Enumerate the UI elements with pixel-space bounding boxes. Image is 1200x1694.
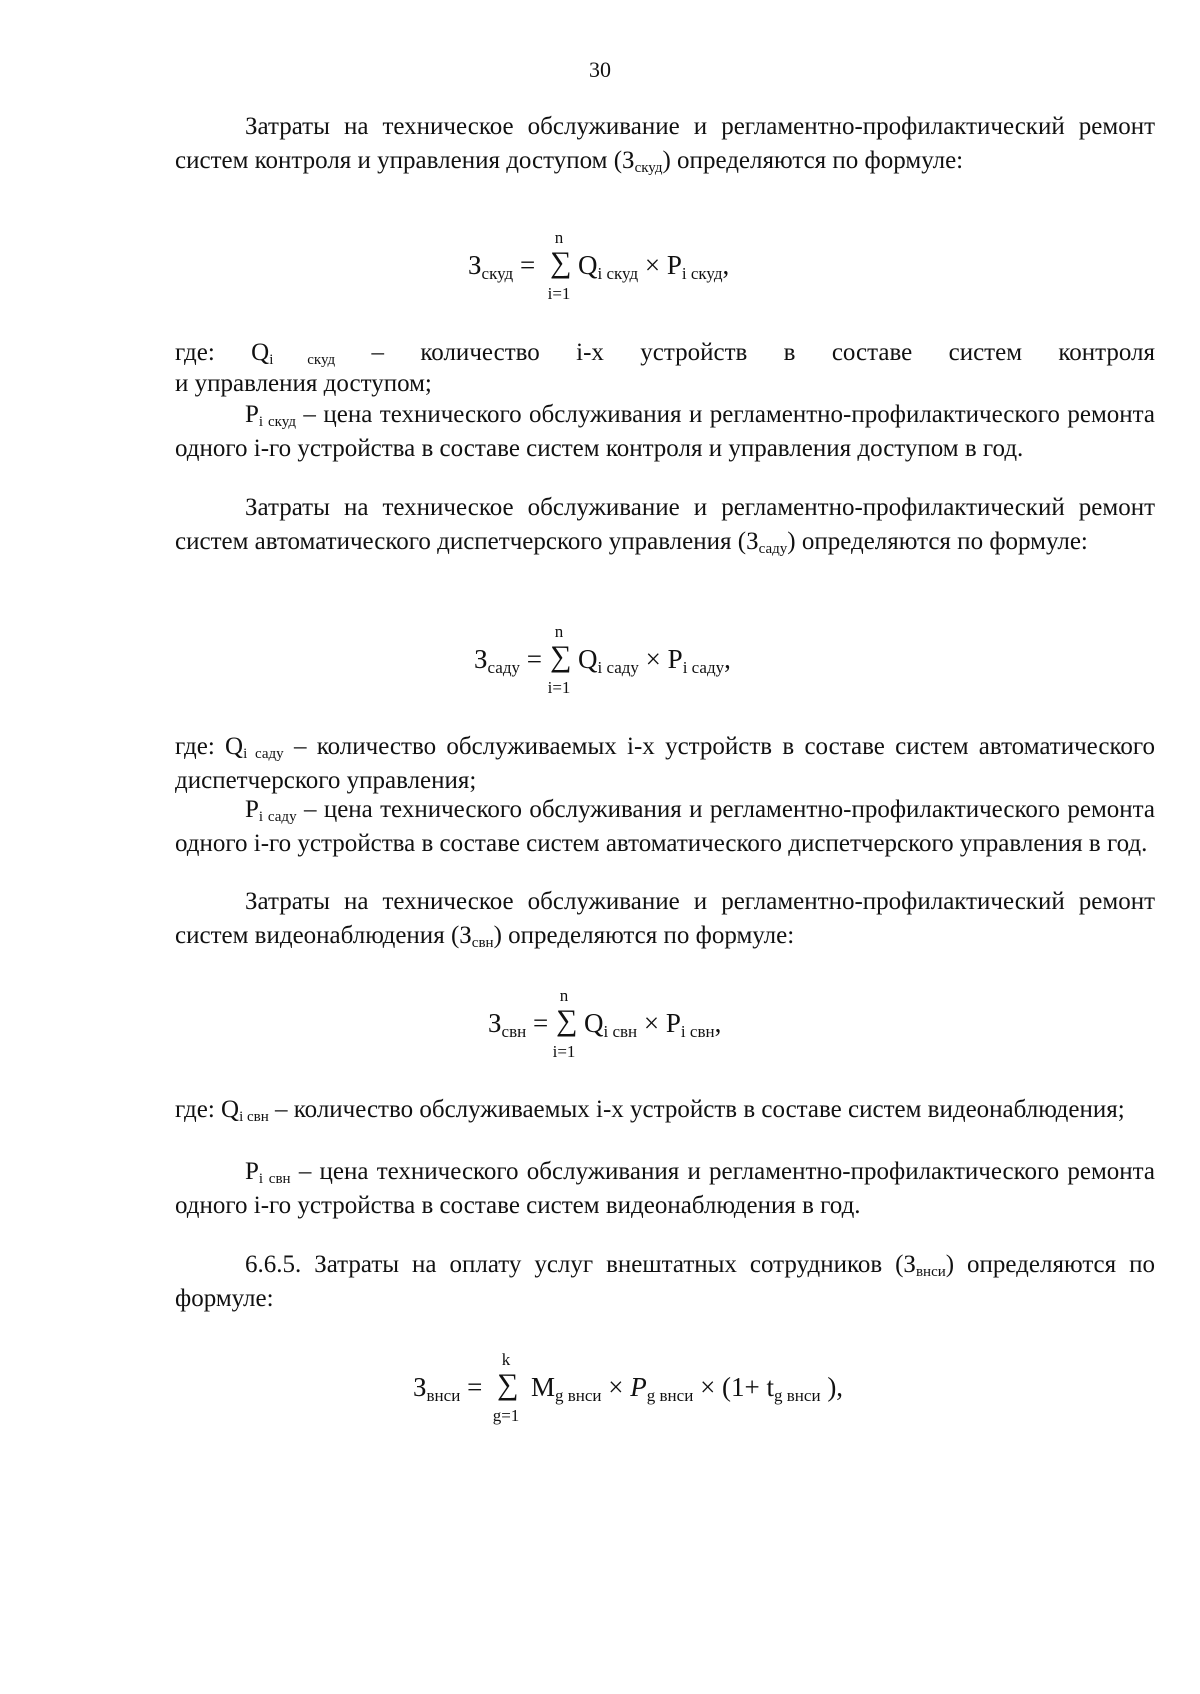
where-svn-q: где: $Q_{i свн}$ – количество обслуживаемых i-х устройств в составе систем видеонаблюдения; (175, 1096, 1125, 1125)
where-sadu-q: где: $Q_{i саду}$ – количество обслуживаемых i-х устройств в составе систем автоматического диспетчерского управления; (175, 733, 1156, 794)
formula-vnsi: $З_{внси}$ = k ∑ g=1 $M_{g внси} \times P_{g внси} \times (1+ t_{g внси}$ ), (413, 1350, 844, 1425)
where-svn-p: $P_{i свн}$ – цена технического обслуживания и регламентно-профилактического ремонта одного i-го устройства в составе систем видеонаблюдения в год. (175, 1158, 1156, 1219)
where-sadu-p: $P_{i саду}$ – цена технического обслуживания и регламентно-профилактического ремонта одного i-го устройства в составе систем автоматического диспетчерского управления в год. (175, 796, 1155, 857)
sigma-symbol: ∑ (550, 246, 572, 279)
paragraph-svn-intro: Затраты на техническое обслуживание и регламентно-профилактический ремонт систем видеонаблюдения $(З_{свн})$ определяются по формуле: (175, 888, 1155, 951)
where-skud-p: $P_{i скуд}$ – цена технического обслуживания и регламентно-профилактического ремонта одного i-го устройства в составе систем контроля и управления доступом в год. (175, 401, 1155, 462)
paragraph-vnsi-intro: 6.6.5. Затраты на оплату услуг внештатных сотрудников $(З_{внси})$ определяются по формуле: (175, 1251, 1155, 1312)
formula-svn: $З_{свн}$ = n ∑ i=1 $Q_{i свн} \times P_{i свн}$, (488, 986, 722, 1061)
where-skud-q: где: $Q_{i скуд}$ – количество i-х устройств в составе систем контроля (175, 339, 1156, 368)
sigma-symbol: ∑ (556, 1004, 578, 1037)
paragraph-sadu-intro: Затраты на техническое обслуживание и регламентно-профилактический ремонт систем автоматического диспетчерского управления $(З_{саду})$ определяются по формуле: (175, 494, 1155, 557)
page-number: 30 (589, 57, 611, 82)
sigma-symbol: ∑ (550, 640, 572, 673)
formula-sadu: $З_{саду}$ = n ∑ i=1 $Q_{i саду} \times P_{i саду}$, (474, 622, 731, 697)
paragraph-skud-intro: Затраты на техническое обслуживание и регламентно-профилактический ремонт систем контроля и управления доступом $(З_{скуд})$ определяются по формуле: (175, 113, 1155, 176)
where-skud-q-cont: и управления доступом; (175, 370, 432, 397)
formula-skud: $З_{скуд}$ = n ∑ i=1 $Q_{i скуд} \times P_{i скуд}$, (468, 228, 730, 303)
sigma-symbol: ∑ (497, 1368, 519, 1401)
